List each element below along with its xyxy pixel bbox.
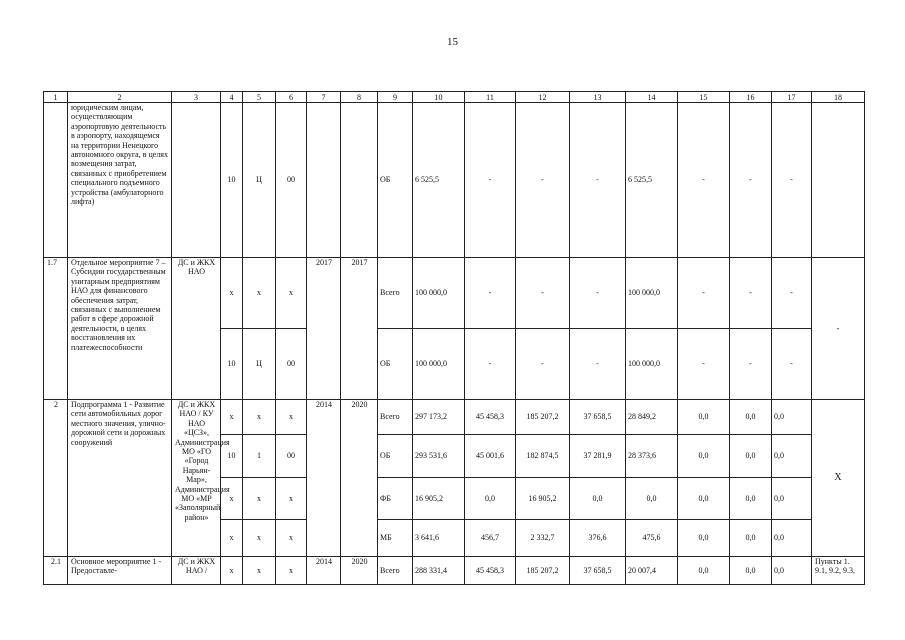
code-cell: x bbox=[221, 258, 243, 329]
value-cell: 0,0 bbox=[570, 478, 626, 520]
funding-source: МБ bbox=[378, 520, 413, 557]
header-row bbox=[44, 92, 865, 103]
value-cell: 100 000,0 bbox=[413, 329, 465, 400]
note-cell bbox=[812, 103, 865, 258]
code-cell: x bbox=[243, 258, 276, 329]
funding-source: ФБ bbox=[378, 478, 413, 520]
value-cell: 0,0 bbox=[465, 478, 516, 520]
value-cell: 0,0 bbox=[730, 520, 772, 557]
value-cell: - bbox=[678, 103, 730, 258]
year-end: 2020 bbox=[341, 400, 378, 557]
row-number: 1.7 bbox=[44, 258, 68, 400]
program-table bbox=[43, 91, 865, 585]
executor: ДС и ЖКХ НАО / bbox=[172, 557, 221, 585]
value-cell: 6 525,5 bbox=[626, 103, 678, 258]
value-cell: 45 458,3 bbox=[465, 557, 516, 585]
value-cell: 182 874,5 bbox=[516, 435, 570, 478]
value-cell: - bbox=[772, 329, 812, 400]
funding-source: Всего bbox=[378, 258, 413, 329]
value-cell: 293 531,6 bbox=[413, 435, 465, 478]
value-cell: 0,0 bbox=[678, 400, 730, 435]
year-end bbox=[341, 103, 378, 258]
code-cell: x bbox=[276, 557, 307, 585]
code-cell: x bbox=[243, 400, 276, 435]
value-cell: 0,0 bbox=[730, 478, 772, 520]
executor bbox=[172, 103, 221, 258]
value-cell: 100 000,0 bbox=[626, 329, 678, 400]
header-cell: 9 bbox=[378, 92, 413, 103]
code-cell: 00 bbox=[276, 103, 307, 258]
year-end: 2017 bbox=[341, 258, 378, 400]
table-row bbox=[44, 557, 865, 585]
value-cell: - bbox=[678, 258, 730, 329]
code-cell: 10 bbox=[221, 329, 243, 400]
header-cell: 14 bbox=[626, 92, 678, 103]
header-cell: 13 bbox=[570, 92, 626, 103]
code-cell: x bbox=[276, 400, 307, 435]
value-cell: 100 000,0 bbox=[626, 258, 678, 329]
activity-name: юридическим лицам, осуществляющим аэропортовую деятельность в аэропорту, находящемся на территории Ненецкого автономного округа, в целях возмещения затрат, связанных с приобретением специального подъемного устройства (амбулаторного лифта) bbox=[68, 103, 172, 258]
value-cell: 28 373,6 bbox=[626, 435, 678, 478]
funding-source: ОБ bbox=[378, 329, 413, 400]
code-cell: 1 bbox=[243, 435, 276, 478]
value-cell: 288 331,4 bbox=[413, 557, 465, 585]
value-cell: 0,0 bbox=[626, 478, 678, 520]
executor: ДС и ЖКХ НАО / КУ НАО «ЦСЗ», Администрация МО «ГО «Город Нарьян-Мар», Администрация МО «МР «Заполярный район» bbox=[172, 400, 221, 557]
value-cell: 297 173,2 bbox=[413, 400, 465, 435]
funding-source: Всего bbox=[378, 557, 413, 585]
header-cell: 3 bbox=[172, 92, 221, 103]
header-cell: 8 bbox=[341, 92, 378, 103]
value-cell: 2 332,7 bbox=[516, 520, 570, 557]
year-start: 2014 bbox=[307, 400, 341, 557]
value-cell: 20 007,4 bbox=[626, 557, 678, 585]
value-cell: - bbox=[730, 329, 772, 400]
year-end: 2020 bbox=[341, 557, 378, 585]
header-cell: 2 bbox=[68, 92, 172, 103]
value-cell: 100 000,0 bbox=[413, 258, 465, 329]
note-cell: - bbox=[812, 258, 865, 400]
value-cell: - bbox=[730, 258, 772, 329]
row-number: 2.1 bbox=[44, 557, 68, 585]
value-cell: 37 658,5 bbox=[570, 400, 626, 435]
funding-source: ОБ bbox=[378, 103, 413, 258]
row-number bbox=[44, 103, 68, 258]
funding-source: ОБ bbox=[378, 435, 413, 478]
header-cell: 10 bbox=[413, 92, 465, 103]
code-cell: 00 bbox=[276, 435, 307, 478]
row-number: 2 bbox=[44, 400, 68, 557]
table-row bbox=[44, 103, 865, 258]
header-cell: 17 bbox=[772, 92, 812, 103]
value-cell: 0,0 bbox=[730, 557, 772, 585]
code-cell: x bbox=[276, 258, 307, 329]
value-cell: 0,0 bbox=[772, 520, 812, 557]
code-cell: 10 bbox=[221, 103, 243, 258]
value-cell: 45 458,3 bbox=[465, 400, 516, 435]
value-cell: 0,0 bbox=[730, 435, 772, 478]
value-cell: 0,0 bbox=[772, 435, 812, 478]
code-cell: x bbox=[276, 520, 307, 557]
code-cell: x bbox=[221, 478, 243, 520]
year-start: 2017 bbox=[307, 258, 341, 400]
value-cell: - bbox=[678, 329, 730, 400]
code-cell: x bbox=[243, 520, 276, 557]
header-cell: 11 bbox=[465, 92, 516, 103]
value-cell: - bbox=[465, 329, 516, 400]
header-cell: 16 bbox=[730, 92, 772, 103]
header-cell: 5 bbox=[243, 92, 276, 103]
value-cell: 16 905,2 bbox=[516, 478, 570, 520]
page-number: 15 bbox=[447, 36, 458, 48]
value-cell: 0,0 bbox=[678, 557, 730, 585]
value-cell: 0,0 bbox=[772, 478, 812, 520]
header-cell: 7 bbox=[307, 92, 341, 103]
code-cell: x bbox=[276, 478, 307, 520]
value-cell: - bbox=[772, 258, 812, 329]
header-cell: 18 bbox=[812, 92, 865, 103]
value-cell: - bbox=[772, 103, 812, 258]
activity-name: Основное мероприятие 1 - Предоставле- bbox=[68, 557, 172, 585]
header-cell: 6 bbox=[276, 92, 307, 103]
value-cell: 456,7 bbox=[465, 520, 516, 557]
value-cell: - bbox=[730, 103, 772, 258]
code-cell: 00 bbox=[276, 329, 307, 400]
activity-name: Отдельное мероприятие 7 – Субсидии государственным унитарным предприятиям НАО для финансового обеспечения затрат, связанных с выполнением работ в сфере дорожной деятельности, в целях восстановления их платежеспособности bbox=[68, 258, 172, 400]
header-cell: 1 bbox=[44, 92, 68, 103]
value-cell: - bbox=[516, 329, 570, 400]
note-cell: Пункты 1. 9.1, 9.2, 9.3, bbox=[812, 557, 865, 585]
year-start: 2014 bbox=[307, 557, 341, 585]
code-cell: Ц bbox=[243, 329, 276, 400]
activity-name: Подпрограмма 1 - Развитие сети автомобильных дорог местного значения, улично-дорожной сети и дорожных сооружений bbox=[68, 400, 172, 557]
value-cell: 475,6 bbox=[626, 520, 678, 557]
table-row bbox=[44, 400, 865, 435]
value-cell: 6 525,5 bbox=[413, 103, 465, 258]
value-cell: - bbox=[570, 329, 626, 400]
value-cell: 16 905,2 bbox=[413, 478, 465, 520]
value-cell: - bbox=[516, 258, 570, 329]
value-cell: 0,0 bbox=[772, 400, 812, 435]
year-start bbox=[307, 103, 341, 258]
value-cell: 0,0 bbox=[678, 520, 730, 557]
value-cell: 37 281,9 bbox=[570, 435, 626, 478]
header-cell: 4 bbox=[221, 92, 243, 103]
value-cell: 0,0 bbox=[772, 557, 812, 585]
value-cell: 37 658,5 bbox=[570, 557, 626, 585]
value-cell: - bbox=[570, 103, 626, 258]
table-row bbox=[44, 258, 865, 329]
value-cell: - bbox=[570, 258, 626, 329]
header-cell: 15 bbox=[678, 92, 730, 103]
value-cell: - bbox=[465, 258, 516, 329]
code-cell: x bbox=[243, 557, 276, 585]
code-cell: x bbox=[221, 400, 243, 435]
value-cell: 45 001,6 bbox=[465, 435, 516, 478]
value-cell: 0,0 bbox=[678, 478, 730, 520]
value-cell: 185 207,2 bbox=[516, 400, 570, 435]
value-cell: 0,0 bbox=[678, 435, 730, 478]
value-cell: - bbox=[516, 103, 570, 258]
code-cell: x bbox=[243, 478, 276, 520]
executor: ДС и ЖКХ НАО bbox=[172, 258, 221, 400]
value-cell: 0,0 bbox=[730, 400, 772, 435]
value-cell: 376,6 bbox=[570, 520, 626, 557]
code-cell: 10 bbox=[221, 435, 243, 478]
funding-source: Всего bbox=[378, 400, 413, 435]
value-cell: 28 849,2 bbox=[626, 400, 678, 435]
code-cell: Ц bbox=[243, 103, 276, 258]
value-cell: 185 207,2 bbox=[516, 557, 570, 585]
note-cell: X bbox=[812, 400, 865, 557]
code-cell: x bbox=[221, 520, 243, 557]
value-cell: 3 641,6 bbox=[413, 520, 465, 557]
header-cell: 12 bbox=[516, 92, 570, 103]
code-cell: x bbox=[221, 557, 243, 585]
value-cell: - bbox=[465, 103, 516, 258]
